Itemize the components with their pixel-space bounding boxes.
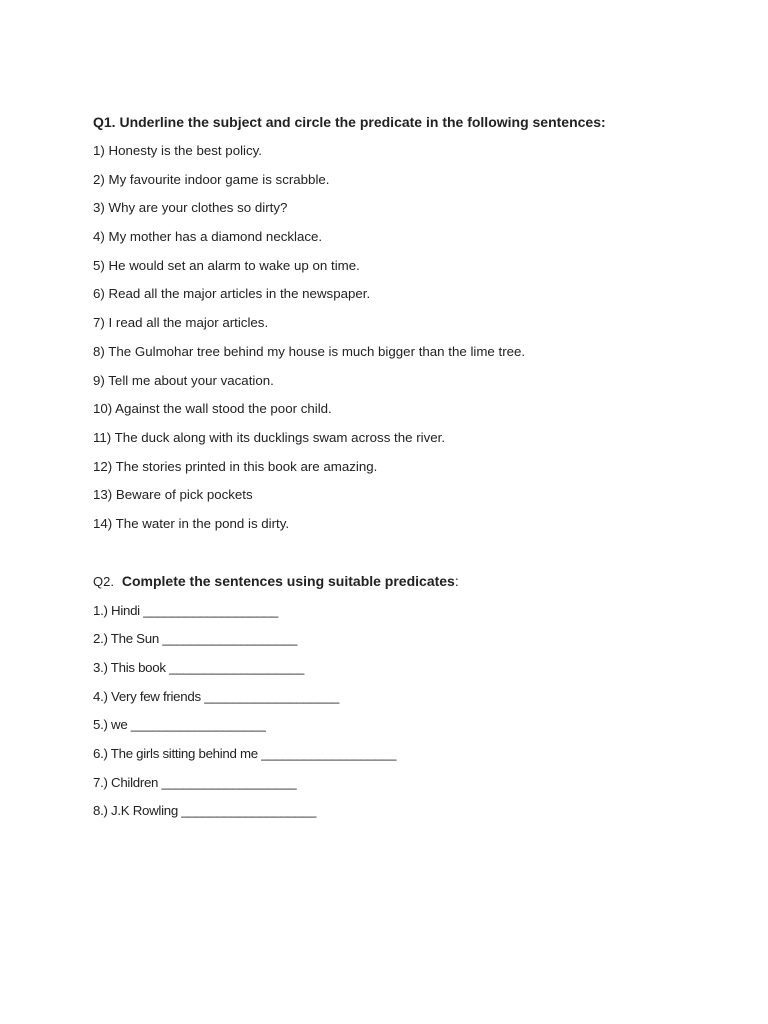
q1-heading: Q1. Underline the subject and circle the predicate in the following sentences: xyxy=(93,114,606,130)
q2-fill-in-item: 6.) The girls sitting behind me ___________________ xyxy=(93,746,397,762)
q2-fill-in-item: 1.) Hindi ___________________ xyxy=(93,602,279,618)
q1-sentence: 7) I read all the major articles. xyxy=(93,315,269,331)
q1-sentence: 5) He would set an alarm to wake up on time. xyxy=(93,257,360,273)
q1-sentence: 12) The stories printed in this book are amazing. xyxy=(93,458,378,474)
q1-sentence: 13) Beware of pick pockets xyxy=(93,487,253,503)
q2-fill-in-item: 7.) Children ___________________ xyxy=(93,774,297,790)
q2-title: Complete the sentences using suitable predicates xyxy=(121,572,455,589)
q1-sentence: 14) The water in the pond is dirty. xyxy=(93,515,290,531)
q1-sentence: 10) Against the wall stood the poor child. xyxy=(93,401,332,417)
q1-sentence: 8) The Gulmohar tree behind my house is much bigger than the lime tree. xyxy=(93,343,526,359)
q2-sentence-list xyxy=(93,601,733,822)
q1-sentence: 6) Read all the major articles in the newspaper. xyxy=(93,286,371,302)
q2-fill-in-item: 8.) J.K Rowling ___________________ xyxy=(93,803,317,819)
section-spacer xyxy=(93,543,733,571)
q1-sentence: 1) Honesty is the best policy. xyxy=(93,143,262,158)
q1-sentence: 11) The duck along with its ducklings swam across the river. xyxy=(93,429,446,445)
q1-sentence: 2) My favourite indoor game is scrabble. xyxy=(93,171,330,187)
q2-fill-in-item: 3.) This book ___________________ xyxy=(93,660,304,675)
worksheet-page xyxy=(93,112,733,830)
q1-sentence-list xyxy=(93,141,733,534)
q2-fill-in-item: 5.) we ___________________ xyxy=(93,717,266,733)
q2-number: Q2. xyxy=(93,573,114,589)
q1-sentence: 9) Tell me about your vacation. xyxy=(93,372,274,388)
q2-colon: : xyxy=(454,572,459,589)
q1-sentence: 3) Why are your clothes so dirty? xyxy=(93,200,288,216)
q2-fill-in-item: 2.) The Sun ___________________ xyxy=(93,631,298,647)
q2-heading xyxy=(93,571,733,592)
q2-fill-in-item: 4.) Very few friends ___________________ xyxy=(93,688,340,704)
q1-sentence: 4) My mother has a diamond necklace. xyxy=(93,229,323,245)
